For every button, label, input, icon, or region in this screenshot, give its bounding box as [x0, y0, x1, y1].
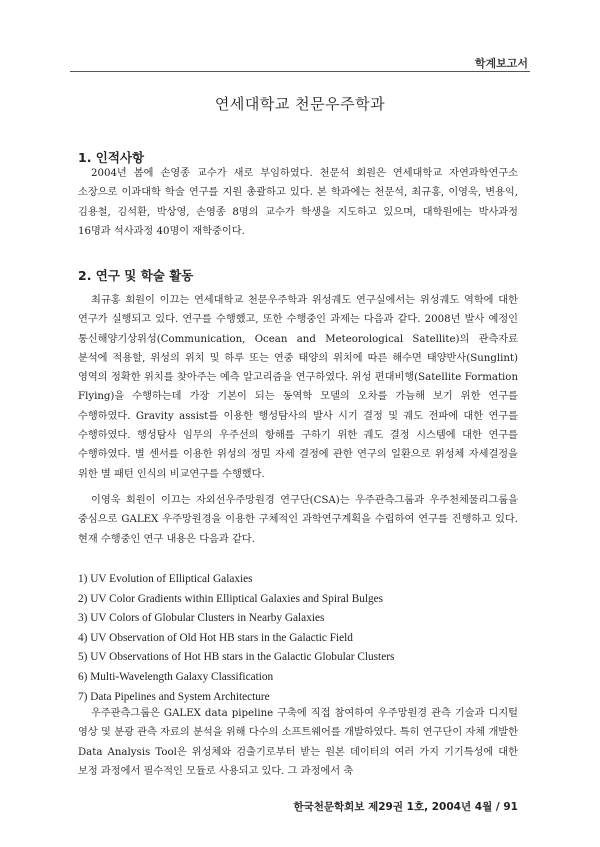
paragraph-csa: 이영욱 회원이 이끄는 자외선우주망원경 연구단(CSA)는 우주관측그룹과 우주천체물리그룹을 중심으로 GALEX 우주망원경을 이용한 구체적인 과학연구계획을 수립하여 연구를 진행하고 있다. 현재 수행중인 연구 내용은 다음과 같다.: [78, 495, 518, 545]
page-footer: 한국천문학회보 제29권 1호, 2004년 4월 / 91: [293, 801, 518, 813]
page-title: 연세대학교 천문우주학과: [214, 95, 386, 113]
list-item: 6) Multi-Wavelength Galaxy Classification: [78, 670, 274, 683]
list-item: 1) UV Evolution of Elliptical Galaxies: [78, 573, 253, 585]
section-heading-personnel: 1. 인적사항: [78, 150, 145, 165]
list-item: 2) UV Color Gradients within Elliptical Galaxies and Spiral Bulges: [78, 592, 384, 605]
paragraph-observation-group: 우주관측그룹은 GALEX data pipeline 구축에 직접 참여하여 우주망원경 관측 기술과 디지털 영상 및 분광 관측 자료의 분석을 위해 다수의 소프트웨어를 개발하였다. 특히 연구단이 자체 개발한 Data Analysis Tool은 위성체와 검출기로부터 받는 원본 데이터의 여러 가지 기기특성에 대한 보정 과정에서 필수적인 모듈로 사용되고 있다. 그 과정에서 축: [78, 708, 518, 777]
paragraph-personnel: 2004년 봄에 손영종 교수가 새로 부임하였다. 천문석 회원은 연세대학교 자연과학연구소 소장으로 이과대학 학술 연구를 지원 총괄하고 있다. 본 학과에는 천문석, 최규홍, 이영욱, 변용익, 김용철, 김석환, 박상영, 손영종 8명의 교수가 학생을 지도하고 있으며, 대학원에는 박사과정 16명과 석사과정 40명이 재학중이다.: [78, 168, 518, 237]
header-divider: [70, 71, 530, 72]
paragraph-orbit-lab: 최규홍 회원이 이끄는 연세대학교 천문우주학과 위성궤도 연구실에서는 위성궤도 역학에 대한 연구가 실행되고 있다. 연구를 수행했고, 또한 수행중인 과제는 다음과 같다. 2008년 발사 예정인 통신해양기상위성(Communication, Ocean and Meteorological Satellite)의 관측자료 분석에 적용할, 위성의 위치 및 하루 또는 연중 태양의 위치에 따른 해수면 태양반사(Sunglint) 영역의 정확한 위치를 찾아주는 예측 알고리즘을 연구하였다. 위성 편대비행(Satellite Formation Flying)을 수행하는데 가장 기본이 되는 동역학 모델의 오차를 가늠해 보기 위한 연구를 수행하였다. Gravity assist를 이용한 행성탐사의 발사 시기 결정 및 궤도 전파에 대한 연구를 수행하였다. 행성탐사 임무의 우주선의 항해를 구하기 위한 궤도 결정 시스템에 대한 연구를 수행하였다. 별 센서를 이용한 위성의 정밀 자세 결정에 관한 연구의 일환으로 위성체 자세결정을 위한 별 패턴 인식의 비교연구를 수행했다.: [78, 295, 518, 480]
list-item: 4) UV Observation of Old Hot HB stars in the Galactic Field: [78, 631, 353, 644]
section-heading-research: 2. 연구 및 학술 활동: [78, 268, 194, 283]
journal-section-tag: 학계보고서: [474, 57, 528, 70]
list-item: 3) UV Colors of Globular Clusters in Nearby Galaxies: [78, 612, 325, 625]
list-item: 5) UV Observations of Hot HB stars in the Galactic Globular Clusters: [78, 651, 395, 664]
list-item: 7) Data Pipelines and System Architecture: [78, 690, 270, 703]
research-topic-list: [78, 570, 518, 707]
